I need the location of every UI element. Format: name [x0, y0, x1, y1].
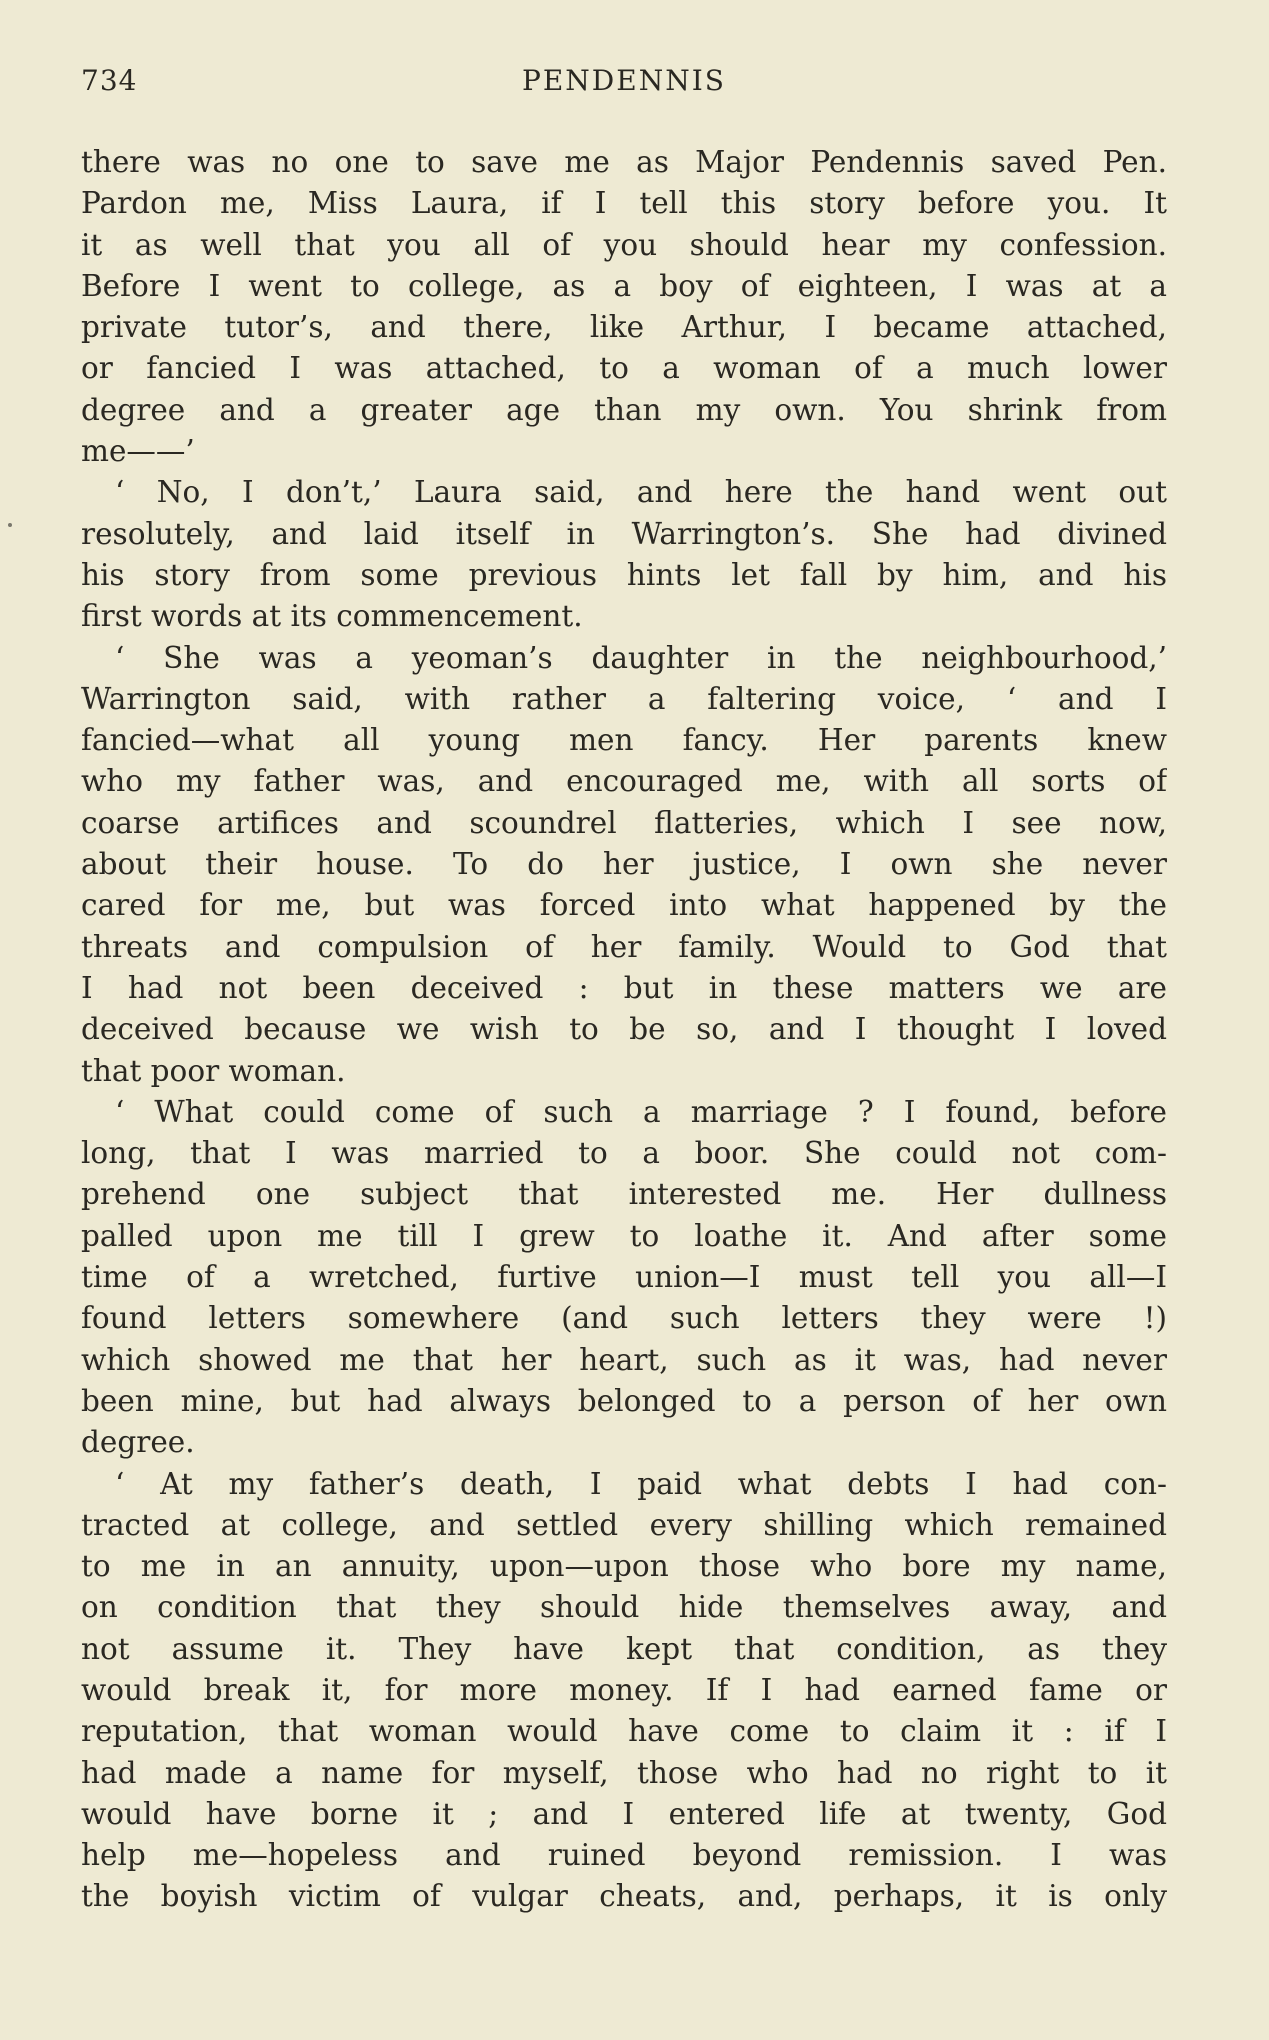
text-line: deceived because we wish to be so, and I thought I loved — [81, 1012, 1167, 1047]
text-line: degree and a greater age than my own. You shrink from — [81, 392, 1167, 427]
text-line: would break it, for more money. If I had earned fame or — [81, 1672, 1167, 1707]
text-line: ‘ She was a yeoman’s daughter in the neighbourhood,’ — [115, 640, 1167, 675]
running-title: PENDENNIS — [522, 64, 726, 97]
text-line: coarse artifices and scoundrel flatteries, which I see now, — [81, 805, 1167, 840]
page-number: 734 — [81, 64, 138, 97]
text-line: the boyish victim of vulgar cheats, and, perhaps, it is only — [81, 1879, 1167, 1914]
text-line: had made a name for myself, those who had no right to it — [81, 1755, 1167, 1790]
text-line: Warrington said, with rather a faltering voice, ‘ and I — [81, 681, 1167, 716]
text-line: to me in an annuity, upon—upon those who bore my name, — [81, 1549, 1167, 1584]
body-text — [81, 142, 1167, 1918]
text-line: degree. — [81, 1425, 195, 1460]
text-line: been mine, but had always belonged to a person of her own — [81, 1383, 1167, 1418]
text-line: palled upon me till I grew to loathe it. And after some — [81, 1218, 1167, 1253]
text-line: long, that I was married to a boor. She could not com- — [81, 1136, 1167, 1171]
text-line: not assume it. They have kept that condition, as they — [81, 1631, 1167, 1666]
text-line: or fancied I was attached, to a woman of a much lower — [81, 351, 1167, 386]
text-line: Before I went to college, as a boy of eighteen, I was at a — [81, 268, 1167, 303]
text-line: help me—hopeless and ruined beyond remission. I was — [81, 1838, 1167, 1873]
text-line: first words at its commencement. — [81, 599, 583, 634]
text-line: found letters somewhere (and such letters they were !) — [81, 1301, 1167, 1336]
margin-mark — [8, 523, 12, 527]
text-line: Pardon me, Miss Laura, if I tell this story before you. It — [81, 186, 1167, 221]
text-line: resolutely, and laid itself in Warrington’s. She had divined — [81, 516, 1167, 551]
text-line: would have borne it ; and I entered life at twenty, God — [81, 1796, 1167, 1831]
text-line: that poor woman. — [81, 1053, 346, 1088]
page-header — [81, 64, 1167, 104]
text-line: it as well that you all of you should hear my confession. — [81, 227, 1167, 262]
text-line: I had not been deceived : but in these matters we are — [81, 970, 1167, 1005]
text-line: about their house. To do her justice, I own she never — [81, 847, 1167, 882]
text-line: ‘ At my father’s death, I paid what debts I had con- — [115, 1466, 1167, 1501]
text-line: ‘ What could come of such a marriage ? I found, before — [115, 1094, 1167, 1129]
text-line: cared for me, but was forced into what happened by the — [81, 888, 1167, 923]
text-line: which showed me that her heart, such as it was, had never — [81, 1342, 1167, 1377]
text-line: his story from some previous hints let fall by him, and his — [81, 557, 1167, 592]
text-line: on condition that they should hide themselves away, and — [81, 1590, 1167, 1625]
text-line: ‘ No, I don’t,’ Laura said, and here the hand went out — [115, 475, 1167, 510]
text-line: threats and compulsion of her family. Would to God that — [81, 929, 1167, 964]
text-line: fancied—what all young men fancy. Her parents knew — [81, 723, 1167, 758]
text-line: who my father was, and encouraged me, with all sorts of — [81, 764, 1167, 799]
text-line: prehend one subject that interested me. Her dullness — [81, 1177, 1167, 1212]
text-line: time of a wretched, furtive union—I must tell you all—I — [81, 1260, 1167, 1295]
text-line: there was no one to save me as Major Pendennis saved Pen. — [81, 145, 1167, 179]
text-line: private tutor’s, and there, like Arthur, I became attached, — [81, 310, 1167, 345]
text-line: me——’ — [81, 434, 195, 469]
text-line: reputation, that woman would have come to claim it : if I — [81, 1714, 1167, 1749]
text-line: tracted at college, and settled every shilling which remained — [81, 1507, 1167, 1542]
